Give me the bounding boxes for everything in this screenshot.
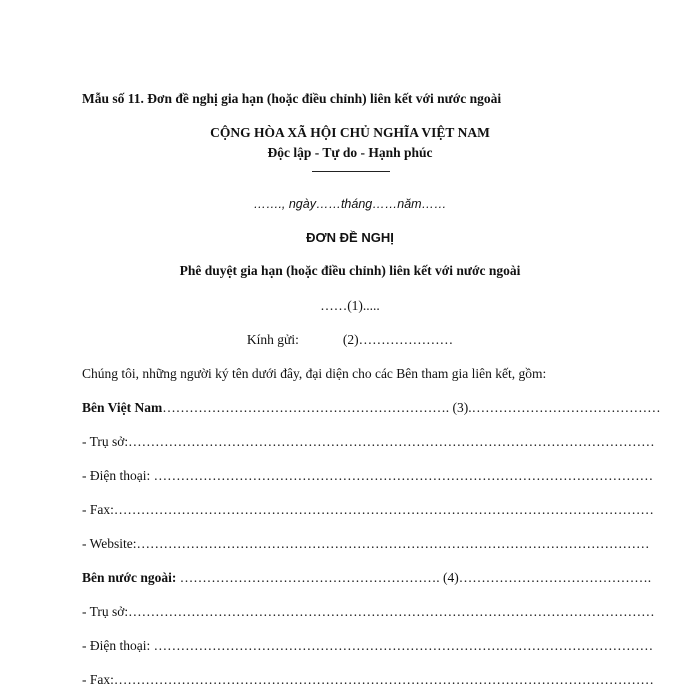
foreign-party-fill: …………………………………………………. (4)……………………………………. [176, 570, 652, 585]
vn-party-line [82, 400, 661, 416]
motto: Độc lập - Tự do - Hạnh phúc [267, 145, 433, 160]
vn-field-headquarters: - Trụ sở:……………………………………………………………………………………………………… [82, 434, 655, 449]
vn-party-label: Bên Việt Nam [82, 400, 163, 415]
kinh-gui-label: Kính gửi: [246, 332, 299, 347]
foreign-field-headquarters: - Trụ sở:……………………………………………………………………………………………………… [82, 604, 655, 619]
intro-text: Chúng tôi, những người ký tên dưới đây, đại diện cho các Bên tham gia liên kết, gồm: [82, 366, 547, 381]
date-line: ……., ngày……tháng……năm…… [253, 197, 447, 211]
country-name: CỘNG HÒA XÃ HỘI CHỦ NGHĨA VIỆT NAM [210, 125, 490, 140]
foreign-field-fax: - Fax:………………………………………………………………………………………………………… [82, 672, 654, 687]
vn-party-fill: ………………………………………………………. (3).…………………………………… [162, 400, 661, 415]
vn-field-fax: - Fax:………………………………………………………………………………………………………… [82, 502, 654, 517]
reference-1: ……(1)..... [320, 298, 380, 313]
vn-field-phone: - Điện thoại: ………………………………………………………………………………………………… [82, 468, 654, 483]
kinh-gui-line [0, 332, 700, 348]
document-subject: Phê duyệt gia hạn (hoặc điều chỉnh) liên kết với nước ngoài [179, 263, 521, 278]
form-title: Mẫu số 11. Đơn đề nghị gia hạn (hoặc điều chỉnh) liên kết với nước ngoài [82, 91, 502, 106]
kinh-gui-value: (2)………………… [342, 332, 454, 347]
foreign-party-label: Bên nước ngoài: [82, 570, 177, 585]
document-title: ĐƠN ĐỀ NGHỊ [306, 230, 394, 245]
foreign-party-line [82, 570, 652, 586]
foreign-field-phone: - Điện thoại: ………………………………………………………………………………………………… [82, 638, 654, 653]
vn-field-website: - Website:…………………………………………………………………………………………………… [82, 536, 650, 551]
motto-underline [312, 171, 390, 172]
